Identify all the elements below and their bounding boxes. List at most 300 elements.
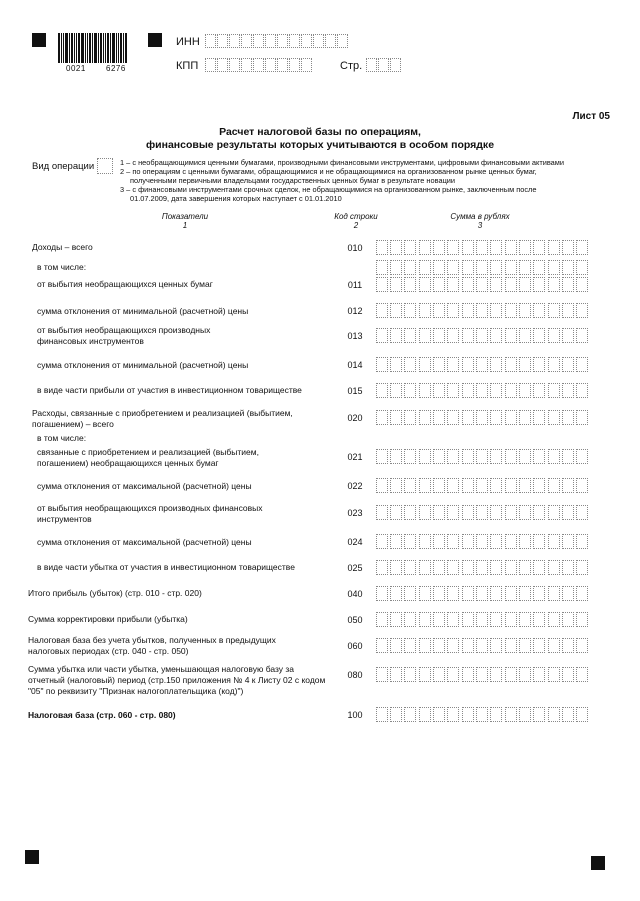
input-cell[interactable] xyxy=(533,707,545,722)
input-cell[interactable] xyxy=(576,240,588,255)
input-cell[interactable] xyxy=(433,612,445,627)
input-cell[interactable] xyxy=(548,383,560,398)
input-cell[interactable] xyxy=(462,410,474,425)
input-cell[interactable] xyxy=(433,586,445,601)
input-cell[interactable] xyxy=(241,34,252,48)
input-cell[interactable] xyxy=(462,383,474,398)
input-cell[interactable] xyxy=(376,410,388,425)
input-cell[interactable] xyxy=(576,586,588,601)
input-cell[interactable] xyxy=(576,410,588,425)
input-cell[interactable] xyxy=(476,277,488,292)
input-cell[interactable] xyxy=(433,410,445,425)
input-cell[interactable] xyxy=(447,478,459,493)
input-cell[interactable] xyxy=(562,383,574,398)
input-cell[interactable] xyxy=(301,58,312,72)
input-cell[interactable] xyxy=(376,560,388,575)
input-cell[interactable] xyxy=(548,534,560,549)
input-cell[interactable] xyxy=(519,260,531,275)
inn-field[interactable] xyxy=(205,34,349,48)
input-cell[interactable] xyxy=(490,383,502,398)
input-cell[interactable] xyxy=(376,638,388,653)
input-cell[interactable] xyxy=(576,612,588,627)
input-cell[interactable] xyxy=(366,58,377,72)
input-cell[interactable] xyxy=(548,586,560,601)
input-cell[interactable] xyxy=(390,303,402,318)
input-cell[interactable] xyxy=(419,328,431,343)
input-cell[interactable] xyxy=(519,357,531,372)
input-cell[interactable] xyxy=(533,534,545,549)
input-cell[interactable] xyxy=(378,58,389,72)
input-cell[interactable] xyxy=(548,560,560,575)
input-cell[interactable] xyxy=(390,328,402,343)
input-cell[interactable] xyxy=(519,449,531,464)
input-cell[interactable] xyxy=(476,383,488,398)
input-cell[interactable] xyxy=(490,357,502,372)
input-cell[interactable] xyxy=(390,586,402,601)
input-cell[interactable] xyxy=(505,612,517,627)
input-cell[interactable] xyxy=(390,58,401,72)
input-cell[interactable] xyxy=(376,357,388,372)
amount-field-040[interactable] xyxy=(376,586,591,601)
input-cell[interactable] xyxy=(562,260,574,275)
input-cell[interactable] xyxy=(476,667,488,682)
input-cell[interactable] xyxy=(447,449,459,464)
input-cell[interactable] xyxy=(419,383,431,398)
input-cell[interactable] xyxy=(505,667,517,682)
input-cell[interactable] xyxy=(419,240,431,255)
input-cell[interactable] xyxy=(548,277,560,292)
input-cell[interactable] xyxy=(433,449,445,464)
input-cell[interactable] xyxy=(490,667,502,682)
input-cell[interactable] xyxy=(447,240,459,255)
input-cell[interactable] xyxy=(447,534,459,549)
input-cell[interactable] xyxy=(404,328,416,343)
input-cell[interactable] xyxy=(476,638,488,653)
input-cell[interactable] xyxy=(376,586,388,601)
input-cell[interactable] xyxy=(476,534,488,549)
input-cell[interactable] xyxy=(533,260,545,275)
input-cell[interactable] xyxy=(576,638,588,653)
input-cell[interactable] xyxy=(404,707,416,722)
input-cell[interactable] xyxy=(404,586,416,601)
input-cell[interactable] xyxy=(390,277,402,292)
input-cell[interactable] xyxy=(576,303,588,318)
input-cell[interactable] xyxy=(433,328,445,343)
input-cell[interactable] xyxy=(576,383,588,398)
input-cell[interactable] xyxy=(447,638,459,653)
input-cell[interactable] xyxy=(217,58,228,72)
input-cell[interactable] xyxy=(265,34,276,48)
input-cell[interactable] xyxy=(376,534,388,549)
input-cell[interactable] xyxy=(476,560,488,575)
input-cell[interactable] xyxy=(462,534,474,549)
input-cell[interactable] xyxy=(390,612,402,627)
amount-field-020[interactable] xyxy=(376,410,591,425)
input-cell[interactable] xyxy=(313,34,324,48)
input-cell[interactable] xyxy=(376,449,388,464)
input-cell[interactable] xyxy=(562,707,574,722)
input-cell[interactable] xyxy=(548,328,560,343)
input-cell[interactable] xyxy=(562,534,574,549)
input-cell[interactable] xyxy=(419,478,431,493)
input-cell[interactable] xyxy=(519,328,531,343)
input-cell[interactable] xyxy=(548,357,560,372)
input-cell[interactable] xyxy=(476,357,488,372)
input-cell[interactable] xyxy=(447,707,459,722)
input-cell[interactable] xyxy=(433,478,445,493)
input-cell[interactable] xyxy=(562,586,574,601)
input-cell[interactable] xyxy=(433,357,445,372)
input-cell[interactable] xyxy=(505,410,517,425)
input-cell[interactable] xyxy=(376,328,388,343)
input-cell[interactable] xyxy=(576,449,588,464)
input-cell[interactable] xyxy=(337,34,348,48)
input-cell[interactable] xyxy=(404,410,416,425)
input-cell[interactable] xyxy=(390,260,402,275)
input-cell[interactable] xyxy=(447,586,459,601)
input-cell[interactable] xyxy=(433,638,445,653)
amount-field-blank-1[interactable] xyxy=(376,260,591,275)
input-cell[interactable] xyxy=(447,383,459,398)
kpp-field[interactable] xyxy=(205,58,313,72)
input-cell[interactable] xyxy=(433,303,445,318)
input-cell[interactable] xyxy=(419,534,431,549)
input-cell[interactable] xyxy=(533,505,545,520)
input-cell[interactable] xyxy=(404,303,416,318)
input-cell[interactable] xyxy=(419,612,431,627)
input-cell[interactable] xyxy=(447,328,459,343)
input-cell[interactable] xyxy=(390,667,402,682)
input-cell[interactable] xyxy=(376,383,388,398)
input-cell[interactable] xyxy=(404,534,416,549)
input-cell[interactable] xyxy=(462,667,474,682)
page-number-field[interactable] xyxy=(366,58,402,72)
input-cell[interactable] xyxy=(476,449,488,464)
input-cell[interactable] xyxy=(433,707,445,722)
input-cell[interactable] xyxy=(548,638,560,653)
input-cell[interactable] xyxy=(433,260,445,275)
input-cell[interactable] xyxy=(519,586,531,601)
input-cell[interactable] xyxy=(253,58,264,72)
input-cell[interactable] xyxy=(447,667,459,682)
amount-field-010[interactable] xyxy=(376,240,591,255)
input-cell[interactable] xyxy=(490,240,502,255)
input-cell[interactable] xyxy=(277,58,288,72)
input-cell[interactable] xyxy=(562,328,574,343)
input-cell[interactable] xyxy=(490,328,502,343)
input-cell[interactable] xyxy=(476,328,488,343)
amount-field-012[interactable] xyxy=(376,303,591,318)
input-cell[interactable] xyxy=(376,612,388,627)
input-cell[interactable] xyxy=(447,410,459,425)
input-cell[interactable] xyxy=(404,505,416,520)
input-cell[interactable] xyxy=(533,560,545,575)
input-cell[interactable] xyxy=(505,328,517,343)
input-cell[interactable] xyxy=(505,277,517,292)
input-cell[interactable] xyxy=(576,505,588,520)
amount-field-023[interactable] xyxy=(376,505,591,520)
input-cell[interactable] xyxy=(390,478,402,493)
input-cell[interactable] xyxy=(562,505,574,520)
input-cell[interactable] xyxy=(476,478,488,493)
input-cell[interactable] xyxy=(447,357,459,372)
input-cell[interactable] xyxy=(419,707,431,722)
input-cell[interactable] xyxy=(562,638,574,653)
amount-field-014[interactable] xyxy=(376,357,591,372)
input-cell[interactable] xyxy=(229,34,240,48)
amount-field-060[interactable] xyxy=(376,638,591,653)
input-cell[interactable] xyxy=(376,303,388,318)
input-cell[interactable] xyxy=(404,667,416,682)
input-cell[interactable] xyxy=(462,505,474,520)
input-cell[interactable] xyxy=(419,277,431,292)
input-cell[interactable] xyxy=(519,560,531,575)
input-cell[interactable] xyxy=(562,410,574,425)
input-cell[interactable] xyxy=(390,383,402,398)
input-cell[interactable] xyxy=(505,383,517,398)
input-cell[interactable] xyxy=(519,410,531,425)
input-cell[interactable] xyxy=(390,410,402,425)
amount-field-022[interactable] xyxy=(376,478,591,493)
input-cell[interactable] xyxy=(576,260,588,275)
input-cell[interactable] xyxy=(462,707,474,722)
input-cell[interactable] xyxy=(533,277,545,292)
input-cell[interactable] xyxy=(519,240,531,255)
input-cell[interactable] xyxy=(548,449,560,464)
input-cell[interactable] xyxy=(533,612,545,627)
input-cell[interactable] xyxy=(505,560,517,575)
input-cell[interactable] xyxy=(404,612,416,627)
amount-field-021[interactable] xyxy=(376,449,591,464)
input-cell[interactable] xyxy=(533,357,545,372)
input-cell[interactable] xyxy=(562,357,574,372)
input-cell[interactable] xyxy=(419,505,431,520)
input-cell[interactable] xyxy=(505,357,517,372)
input-cell[interactable] xyxy=(419,638,431,653)
input-cell[interactable] xyxy=(419,586,431,601)
input-cell[interactable] xyxy=(476,260,488,275)
input-cell[interactable] xyxy=(519,505,531,520)
input-cell[interactable] xyxy=(519,383,531,398)
input-cell[interactable] xyxy=(562,303,574,318)
input-cell[interactable] xyxy=(390,560,402,575)
input-cell[interactable] xyxy=(533,667,545,682)
input-cell[interactable] xyxy=(533,586,545,601)
input-cell[interactable] xyxy=(390,505,402,520)
input-cell[interactable] xyxy=(419,357,431,372)
input-cell[interactable] xyxy=(490,638,502,653)
input-cell[interactable] xyxy=(505,478,517,493)
input-cell[interactable] xyxy=(419,410,431,425)
input-cell[interactable] xyxy=(404,277,416,292)
input-cell[interactable] xyxy=(519,478,531,493)
input-cell[interactable] xyxy=(419,260,431,275)
input-cell[interactable] xyxy=(490,478,502,493)
input-cell[interactable] xyxy=(533,328,545,343)
input-cell[interactable] xyxy=(533,383,545,398)
input-cell[interactable] xyxy=(447,612,459,627)
input-cell[interactable] xyxy=(505,303,517,318)
input-cell[interactable] xyxy=(404,383,416,398)
input-cell[interactable] xyxy=(419,667,431,682)
amount-field-013[interactable] xyxy=(376,328,591,343)
input-cell[interactable] xyxy=(548,707,560,722)
input-cell[interactable] xyxy=(447,260,459,275)
input-cell[interactable] xyxy=(390,449,402,464)
input-cell[interactable] xyxy=(376,505,388,520)
input-cell[interactable] xyxy=(265,58,276,72)
operation-type-field[interactable] xyxy=(97,158,113,174)
input-cell[interactable] xyxy=(404,357,416,372)
input-cell[interactable] xyxy=(562,560,574,575)
input-cell[interactable] xyxy=(462,303,474,318)
input-cell[interactable] xyxy=(376,707,388,722)
input-cell[interactable] xyxy=(433,667,445,682)
input-cell[interactable] xyxy=(562,240,574,255)
input-cell[interactable] xyxy=(462,357,474,372)
input-cell[interactable] xyxy=(277,34,288,48)
amount-field-015[interactable] xyxy=(376,383,591,398)
input-cell[interactable] xyxy=(253,34,264,48)
input-cell[interactable] xyxy=(419,560,431,575)
input-cell[interactable] xyxy=(490,534,502,549)
input-cell[interactable] xyxy=(490,612,502,627)
input-cell[interactable] xyxy=(404,478,416,493)
input-cell[interactable] xyxy=(490,505,502,520)
input-cell[interactable] xyxy=(433,505,445,520)
input-cell[interactable] xyxy=(447,560,459,575)
input-cell[interactable] xyxy=(476,586,488,601)
input-cell[interactable] xyxy=(490,303,502,318)
input-cell[interactable] xyxy=(433,534,445,549)
input-cell[interactable] xyxy=(562,449,574,464)
input-cell[interactable] xyxy=(462,449,474,464)
input-cell[interactable] xyxy=(301,34,312,48)
input-cell[interactable] xyxy=(462,328,474,343)
input-cell[interactable] xyxy=(390,240,402,255)
input-cell[interactable] xyxy=(462,478,474,493)
input-cell[interactable] xyxy=(476,505,488,520)
input-cell[interactable] xyxy=(548,240,560,255)
input-cell[interactable] xyxy=(229,58,240,72)
input-cell[interactable] xyxy=(476,410,488,425)
input-cell[interactable] xyxy=(289,34,300,48)
input-cell[interactable] xyxy=(490,410,502,425)
input-cell[interactable] xyxy=(325,34,336,48)
input-cell[interactable] xyxy=(562,478,574,493)
input-cell[interactable] xyxy=(205,58,216,72)
input-cell[interactable] xyxy=(533,638,545,653)
input-cell[interactable] xyxy=(433,277,445,292)
input-cell[interactable] xyxy=(462,612,474,627)
input-cell[interactable] xyxy=(217,34,228,48)
input-cell[interactable] xyxy=(548,478,560,493)
input-cell[interactable] xyxy=(490,260,502,275)
input-cell[interactable] xyxy=(419,303,431,318)
input-cell[interactable] xyxy=(505,240,517,255)
input-cell[interactable] xyxy=(476,612,488,627)
input-cell[interactable] xyxy=(576,328,588,343)
input-cell[interactable] xyxy=(548,612,560,627)
input-cell[interactable] xyxy=(390,638,402,653)
input-cell[interactable] xyxy=(433,383,445,398)
input-cell[interactable] xyxy=(519,667,531,682)
input-cell[interactable] xyxy=(376,277,388,292)
input-cell[interactable] xyxy=(462,277,474,292)
input-cell[interactable] xyxy=(419,449,431,464)
input-cell[interactable] xyxy=(462,586,474,601)
input-cell[interactable] xyxy=(462,638,474,653)
input-cell[interactable] xyxy=(404,560,416,575)
input-cell[interactable] xyxy=(490,277,502,292)
input-cell[interactable] xyxy=(562,667,574,682)
input-cell[interactable] xyxy=(376,240,388,255)
input-cell[interactable] xyxy=(576,357,588,372)
input-cell[interactable] xyxy=(505,638,517,653)
input-cell[interactable] xyxy=(548,505,560,520)
input-cell[interactable] xyxy=(476,240,488,255)
input-cell[interactable] xyxy=(576,534,588,549)
input-cell[interactable] xyxy=(462,560,474,575)
input-cell[interactable] xyxy=(289,58,300,72)
amount-field-050[interactable] xyxy=(376,612,591,627)
input-cell[interactable] xyxy=(462,260,474,275)
amount-field-100[interactable] xyxy=(376,707,591,722)
input-cell[interactable] xyxy=(505,586,517,601)
input-cell[interactable] xyxy=(505,707,517,722)
input-cell[interactable] xyxy=(462,240,474,255)
amount-field-025[interactable] xyxy=(376,560,591,575)
input-cell[interactable] xyxy=(447,303,459,318)
input-cell[interactable] xyxy=(548,410,560,425)
input-cell[interactable] xyxy=(519,638,531,653)
input-cell[interactable] xyxy=(519,303,531,318)
input-cell[interactable] xyxy=(576,277,588,292)
input-cell[interactable] xyxy=(548,303,560,318)
input-cell[interactable] xyxy=(519,534,531,549)
input-cell[interactable] xyxy=(505,505,517,520)
input-cell[interactable] xyxy=(576,478,588,493)
input-cell[interactable] xyxy=(490,707,502,722)
input-cell[interactable] xyxy=(433,240,445,255)
input-cell[interactable] xyxy=(390,534,402,549)
input-cell[interactable] xyxy=(404,638,416,653)
input-cell[interactable] xyxy=(490,449,502,464)
input-cell[interactable] xyxy=(519,612,531,627)
input-cell[interactable] xyxy=(404,260,416,275)
input-cell[interactable] xyxy=(390,707,402,722)
input-cell[interactable] xyxy=(548,667,560,682)
amount-field-011[interactable] xyxy=(376,277,591,292)
input-cell[interactable] xyxy=(376,260,388,275)
input-cell[interactable] xyxy=(490,560,502,575)
input-cell[interactable] xyxy=(576,560,588,575)
input-cell[interactable] xyxy=(447,505,459,520)
input-cell[interactable] xyxy=(505,534,517,549)
input-cell[interactable] xyxy=(447,277,459,292)
input-cell[interactable] xyxy=(505,260,517,275)
input-cell[interactable] xyxy=(476,303,488,318)
input-cell[interactable] xyxy=(562,612,574,627)
input-cell[interactable] xyxy=(376,667,388,682)
input-cell[interactable] xyxy=(562,277,574,292)
input-cell[interactable] xyxy=(533,410,545,425)
input-cell[interactable] xyxy=(519,707,531,722)
input-cell[interactable] xyxy=(576,667,588,682)
input-cell[interactable] xyxy=(476,707,488,722)
amount-field-024[interactable] xyxy=(376,534,591,549)
input-cell[interactable] xyxy=(241,58,252,72)
